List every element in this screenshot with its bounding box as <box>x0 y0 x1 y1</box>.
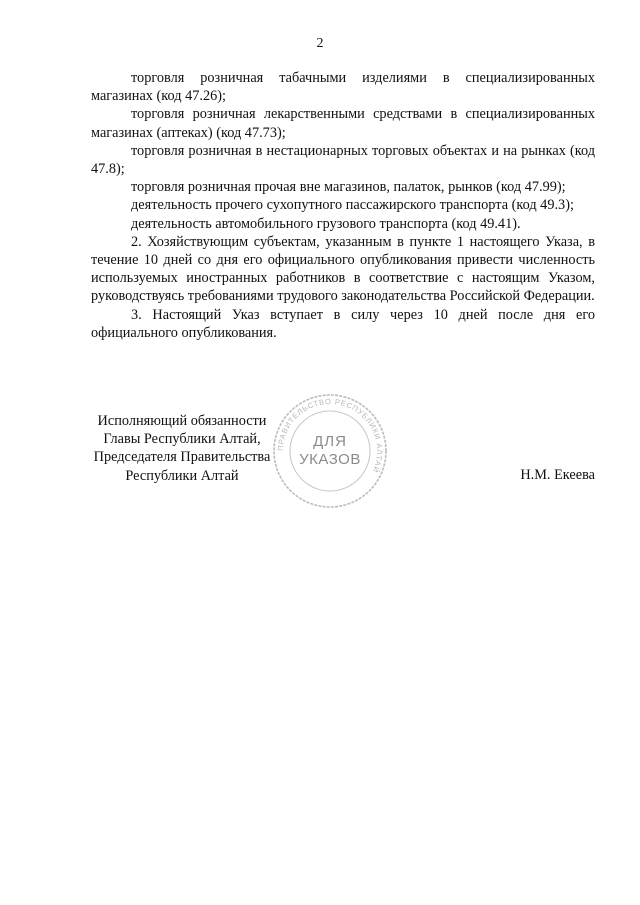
activity-item-passenger-transport: деятельность прочего сухопутного пассажирского транспорта (код 49.3); <box>131 197 574 214</box>
signatory-title-line: Главы Республики Алтай, <box>103 431 261 448</box>
activity-item-other-retail: торговля розничная прочая вне магазинов, палаток, рынков (код 47.99); <box>131 179 566 196</box>
stamp-ring-text: ПРАВИТЕЛЬСТВО РЕСПУБЛИКИ АЛТАЙ <box>275 396 385 475</box>
stamp-line-1: ДЛЯ <box>313 433 347 450</box>
activity-item-pharmacies: торговля розничная лекарственными средствами в специализированных магазинах (аптеках) (код 47.73); <box>91 106 595 141</box>
activity-item-freight-transport: деятельность автомобильного грузового транспорта (код 49.41). <box>131 215 521 232</box>
stamp-line-2: УКАЗОВ <box>299 451 361 468</box>
official-stamp <box>268 392 392 510</box>
decree-body <box>91 69 595 342</box>
page-number: 2 <box>316 36 324 51</box>
paragraph-2: 2. Хозяйствующим субъектам, указанным в пункте 1 настоящего Указа, в течение 10 дней со дня его официального опубликования привести численность используемых иностранных работников в соответствие с настоящим Указом, руководствуясь требованиями трудового законодательства Российской Федерации. <box>91 233 595 305</box>
signatory-title <box>82 412 282 485</box>
signatory-title-line: Республики Алтай <box>125 467 239 484</box>
signatory-name: Н.М. Екеева <box>520 467 595 483</box>
paragraph-3: 3. Настоящий Указ вступает в силу через 10 дней после дня его официального опубликования. <box>91 306 595 341</box>
activity-item-tobacco: торговля розничная табачными изделиями в специализированных магазинах (код 47.26); <box>91 70 595 105</box>
signatory-title-line: Исполняющий обязанности <box>97 413 267 429</box>
signatory-title-line: Председателя Правительства <box>93 449 271 466</box>
activity-item-markets: торговля розничная в нестационарных торговых объектах и на рынках (код 47.8); <box>91 142 595 178</box>
